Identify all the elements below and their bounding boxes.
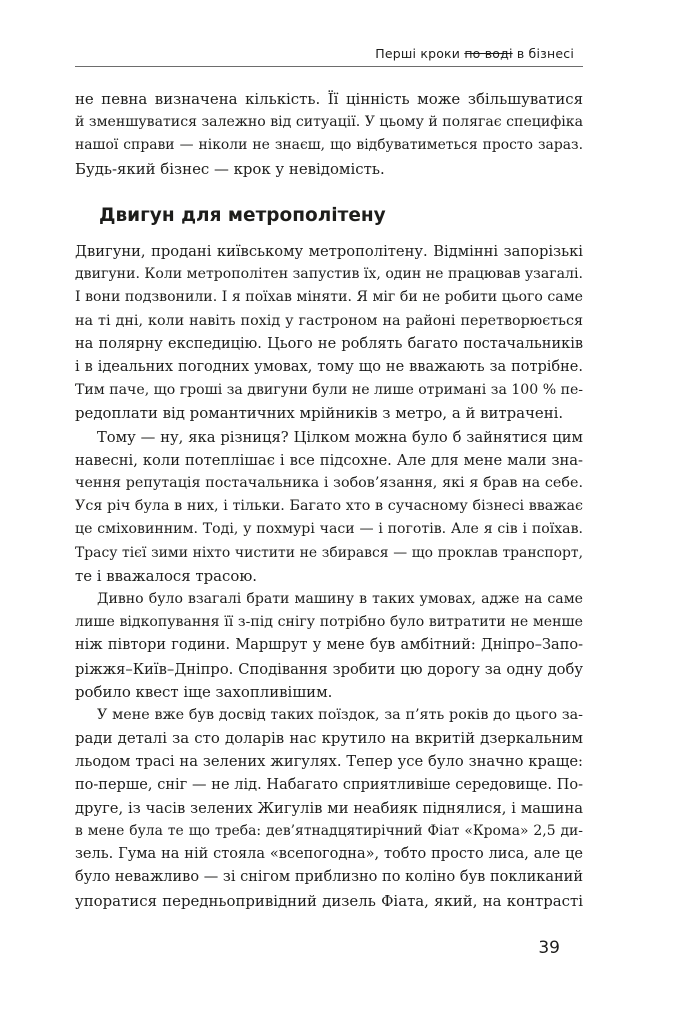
text-line: ріжжя–Київ–Дніпро. Сподівання зробити цю дорогу за одну добу: [75, 660, 583, 678]
text-line: Будь-який бізнес — крок у невідомість.: [75, 159, 385, 178]
text-line: друге, із часів зелених Жигулів ми неабияк піднялися, і машина: [75, 799, 583, 817]
text-line: упоратися передньопривідний дизель Фіата, який, на контрасті: [75, 891, 583, 910]
intro-paragraph: [75, 88, 583, 181]
text-line: й зменшуватися залежно від ситуації. У цьому й полягає специфіка: [75, 114, 583, 131]
running-head-after: в бізнесі: [512, 46, 574, 61]
header-rule: [75, 66, 583, 67]
running-head: [375, 46, 574, 61]
paragraph: [75, 240, 583, 426]
text-line: Трасу тієї зими ніхто чистити не збирався — що проклав транспорт,: [75, 544, 583, 561]
text-line: Тому — ну, яка різниця? Цілком можна було б зайнятися цим: [97, 428, 583, 446]
text-line: Уся річ була в них, і тільки. Багато хто в сучасному бізнесі вважає: [75, 498, 583, 515]
paragraph: [75, 704, 583, 913]
text-line: ніж півтори години. Маршрут у мене був амбітний: Дніпро–Запо-: [75, 637, 583, 654]
text-line: в мене була те що треба: дев’ятнадцятирічний Фіат «Крома» 2,5 ди-: [75, 823, 583, 840]
text-line: редоплати від романтичних мрійників з метро, а й витрачені.: [75, 404, 564, 423]
running-head-struck: по воді: [464, 46, 513, 61]
page-number: 39: [538, 938, 560, 958]
text-line: У мене вже був досвід таких поїздок, за п’ять років до цього за-: [97, 707, 583, 724]
section-body: [75, 240, 583, 913]
text-line: Тим паче, що гроші за двигуни були не лише отримані за 100 % пе-: [75, 382, 584, 399]
text-line: чення репутація постачальника і зобов’язання, які я брав на себе.: [75, 475, 583, 492]
running-head-before: Перші кроки: [375, 46, 465, 61]
text-line: двигуни. Коли метрополітен запустив їх, один не працював узагалі.: [75, 266, 583, 283]
text-line: І вони подзвонили. І я поїхав міняти. Я міг би не робити цього саме: [75, 289, 583, 306]
section-heading: Двигун для метрополітену: [99, 205, 386, 226]
text-line: по-перше, сніг — не лід. Набагато сприятливіше середовище. По-: [75, 776, 583, 793]
text-line: нашої справи — ніколи не знаєш, що відбуватиметься просто зараз.: [75, 137, 583, 154]
text-line: робило квест іще захопливішим.: [75, 682, 333, 701]
text-line: було неважливо — зі снігом приблизно по коліно був покликаний: [75, 869, 583, 886]
text-line: навесні, коли потеплішає і все підсохне. Але для мене мали зна-: [75, 451, 583, 469]
text-line: те і вважалося трасою.: [75, 566, 258, 585]
paragraph: [75, 588, 583, 704]
text-line: зель. Гума на ній стояла «всепогодна», тобто просто лиса, але це: [75, 846, 583, 863]
text-line: на полярну експедицію. Цього не роблять багато постачальників: [75, 335, 583, 352]
text-line: це сміховинним. Тоді, у похмурі часи — і поготів. Але я сів і поїхав.: [75, 521, 583, 538]
paragraph: [75, 426, 583, 588]
text-line: Двигуни, продані київському метрополітену. Відмінні запорізькі: [75, 243, 583, 260]
text-line: льодом трасі на зелених жигулях. Тепер усе було значно краще:: [75, 753, 583, 771]
text-line: Дивно було взагалі брати машину в таких умовах, адже на саме: [97, 591, 583, 608]
text-line: не певна визначена кількість. Її цінність може збільшуватися: [75, 90, 583, 108]
text-line: і в ідеальних погодних умовах, тому що не вважають за потрібне.: [75, 359, 583, 376]
text-line: лише відкопування її з-під снігу потрібно було витратити не менше: [75, 614, 583, 631]
text-line: на ті дні, коли навіть похід у гастроном на районі перетворюється: [75, 312, 583, 329]
text-line: ради деталі за сто доларів нас крутило на вкритій дзеркальним: [75, 729, 583, 748]
